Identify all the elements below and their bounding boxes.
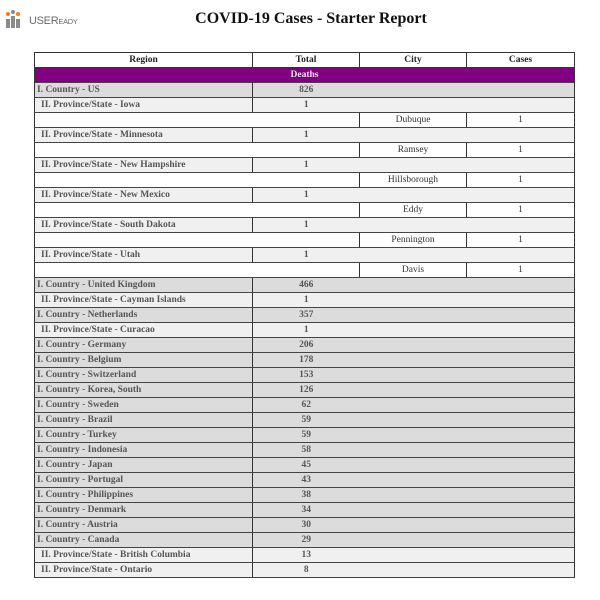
region-cell: I. Country - Netherlands: [35, 308, 253, 323]
city-cell: Eddy: [360, 203, 467, 218]
empty-cell: [360, 533, 575, 548]
total-cell: 29: [253, 533, 360, 548]
empty-cell: [360, 443, 575, 458]
country-row: [35, 278, 575, 293]
empty-cell: [360, 308, 575, 323]
country-row: [35, 368, 575, 383]
country-row: [35, 518, 575, 533]
cases-cell: 1: [467, 143, 575, 158]
empty-cell: [360, 278, 575, 293]
table-header-row: [35, 53, 575, 68]
column-header-region: Region: [35, 53, 253, 68]
city-row: [35, 263, 575, 278]
region-cell: I. Country - Switzerland: [35, 368, 253, 383]
total-cell: 38: [253, 488, 360, 503]
logo-text: USEREADY: [29, 15, 78, 27]
country-row: [35, 308, 575, 323]
cases-cell: 1: [467, 113, 575, 128]
total-cell: 30: [253, 518, 360, 533]
deaths-band-label: Deaths: [35, 68, 575, 83]
empty-cell: [360, 563, 575, 578]
total-cell: 357: [253, 308, 360, 323]
country-row: [35, 83, 575, 98]
country-row: [35, 533, 575, 548]
country-row: [35, 338, 575, 353]
blank-cell: [35, 233, 360, 248]
report-title: COVID-19 Cases - Starter Report: [195, 10, 427, 27]
empty-cell: [360, 383, 575, 398]
region-cell: I. Country - Indonesia: [35, 443, 253, 458]
region-cell: II. Province/State - Utah: [35, 248, 253, 263]
country-row: [35, 443, 575, 458]
empty-cell: [360, 323, 575, 338]
region-cell: I. Country - Belgium: [35, 353, 253, 368]
cases-cell: 1: [467, 173, 575, 188]
total-cell: 153: [253, 368, 360, 383]
region-cell: I. Country - Austria: [35, 518, 253, 533]
column-header-cases: Cases: [467, 53, 575, 68]
region-cell: I. Country - Sweden: [35, 398, 253, 413]
empty-cell: [360, 503, 575, 518]
total-cell: 62: [253, 398, 360, 413]
deaths-report-table: [34, 52, 575, 578]
province-row: [35, 188, 575, 203]
region-cell: I. Country - Korea, South: [35, 383, 253, 398]
empty-cell: [360, 518, 575, 533]
region-cell: I. Country - Brazil: [35, 413, 253, 428]
empty-cell: [360, 98, 575, 113]
city-cell: Dubuque: [360, 113, 467, 128]
total-cell: 1: [253, 248, 360, 263]
region-cell: II. Province/State - New Hampshire: [35, 158, 253, 173]
country-row: [35, 503, 575, 518]
empty-cell: [360, 488, 575, 503]
country-row: [35, 383, 575, 398]
region-cell: II. Province/State - Curacao: [35, 323, 253, 338]
total-cell: 1: [253, 293, 360, 308]
total-cell: 178: [253, 353, 360, 368]
country-row: [35, 413, 575, 428]
blank-cell: [35, 113, 360, 128]
city-row: [35, 143, 575, 158]
total-cell: 126: [253, 383, 360, 398]
province-row: [35, 218, 575, 233]
empty-cell: [360, 413, 575, 428]
empty-cell: [360, 158, 575, 173]
empty-cell: [360, 398, 575, 413]
blank-cell: [35, 203, 360, 218]
region-cell: II. Province/State - British Columbia: [35, 548, 253, 563]
region-cell: II. Province/State - New Mexico: [35, 188, 253, 203]
city-cell: Davis: [360, 263, 467, 278]
city-row: [35, 113, 575, 128]
blank-cell: [35, 143, 360, 158]
empty-cell: [360, 293, 575, 308]
empty-cell: [360, 353, 575, 368]
region-cell: II. Province/State - Ontario: [35, 563, 253, 578]
total-cell: 59: [253, 428, 360, 443]
country-row: [35, 398, 575, 413]
region-cell: I. Country - US: [35, 83, 253, 98]
deaths-band-row: [35, 68, 575, 83]
total-cell: 826: [253, 83, 360, 98]
region-cell: I. Country - Portugal: [35, 473, 253, 488]
region-cell: II. Province/State - South Dakota: [35, 218, 253, 233]
province-row: [35, 158, 575, 173]
empty-cell: [360, 248, 575, 263]
country-row: [35, 428, 575, 443]
cases-cell: 1: [467, 203, 575, 218]
blank-cell: [35, 263, 360, 278]
cases-cell: 1: [467, 233, 575, 248]
total-cell: 8: [253, 563, 360, 578]
total-cell: 34: [253, 503, 360, 518]
total-cell: 1: [253, 98, 360, 113]
region-cell: II. Province/State - Iowa: [35, 98, 253, 113]
empty-cell: [360, 473, 575, 488]
region-cell: II. Province/State - Cayman Islands: [35, 293, 253, 308]
total-cell: 13: [253, 548, 360, 563]
province-row: [35, 248, 575, 263]
total-cell: 1: [253, 158, 360, 173]
region-cell: I. Country - Germany: [35, 338, 253, 353]
city-row: [35, 233, 575, 248]
region-cell: I. Country - Denmark: [35, 503, 253, 518]
country-row: [35, 473, 575, 488]
total-cell: 58: [253, 443, 360, 458]
blank-cell: [35, 173, 360, 188]
total-cell: 45: [253, 458, 360, 473]
city-cell: Ramsey: [360, 143, 467, 158]
country-row: [35, 488, 575, 503]
province-row: [35, 548, 575, 563]
region-cell: I. Country - Canada: [35, 533, 253, 548]
total-cell: 1: [253, 128, 360, 143]
empty-cell: [360, 368, 575, 383]
region-cell: I. Country - United Kingdom: [35, 278, 253, 293]
total-cell: 1: [253, 188, 360, 203]
total-cell: 206: [253, 338, 360, 353]
province-row: [35, 98, 575, 113]
province-row: [35, 128, 575, 143]
empty-cell: [360, 128, 575, 143]
country-row: [35, 353, 575, 368]
column-header-city: City: [360, 53, 467, 68]
column-header-total: Total: [253, 53, 360, 68]
region-cell: I. Country - Japan: [35, 458, 253, 473]
empty-cell: [360, 188, 575, 203]
city-row: [35, 203, 575, 218]
cases-cell: 1: [467, 263, 575, 278]
region-cell: II. Province/State - Minnesota: [35, 128, 253, 143]
city-cell: Pennington: [360, 233, 467, 248]
empty-cell: [360, 338, 575, 353]
empty-cell: [360, 218, 575, 233]
city-row: [35, 173, 575, 188]
province-row: [35, 293, 575, 308]
total-cell: 43: [253, 473, 360, 488]
province-row: [35, 563, 575, 578]
country-row: [35, 458, 575, 473]
city-cell: Hillsborough: [360, 173, 467, 188]
total-cell: 1: [253, 218, 360, 233]
total-cell: 466: [253, 278, 360, 293]
region-cell: I. Country - Turkey: [35, 428, 253, 443]
empty-cell: [360, 83, 575, 98]
empty-cell: [360, 428, 575, 443]
total-cell: 59: [253, 413, 360, 428]
region-cell: I. Country - Philippines: [35, 488, 253, 503]
empty-cell: [360, 458, 575, 473]
empty-cell: [360, 548, 575, 563]
province-row: [35, 323, 575, 338]
total-cell: 1: [253, 323, 360, 338]
